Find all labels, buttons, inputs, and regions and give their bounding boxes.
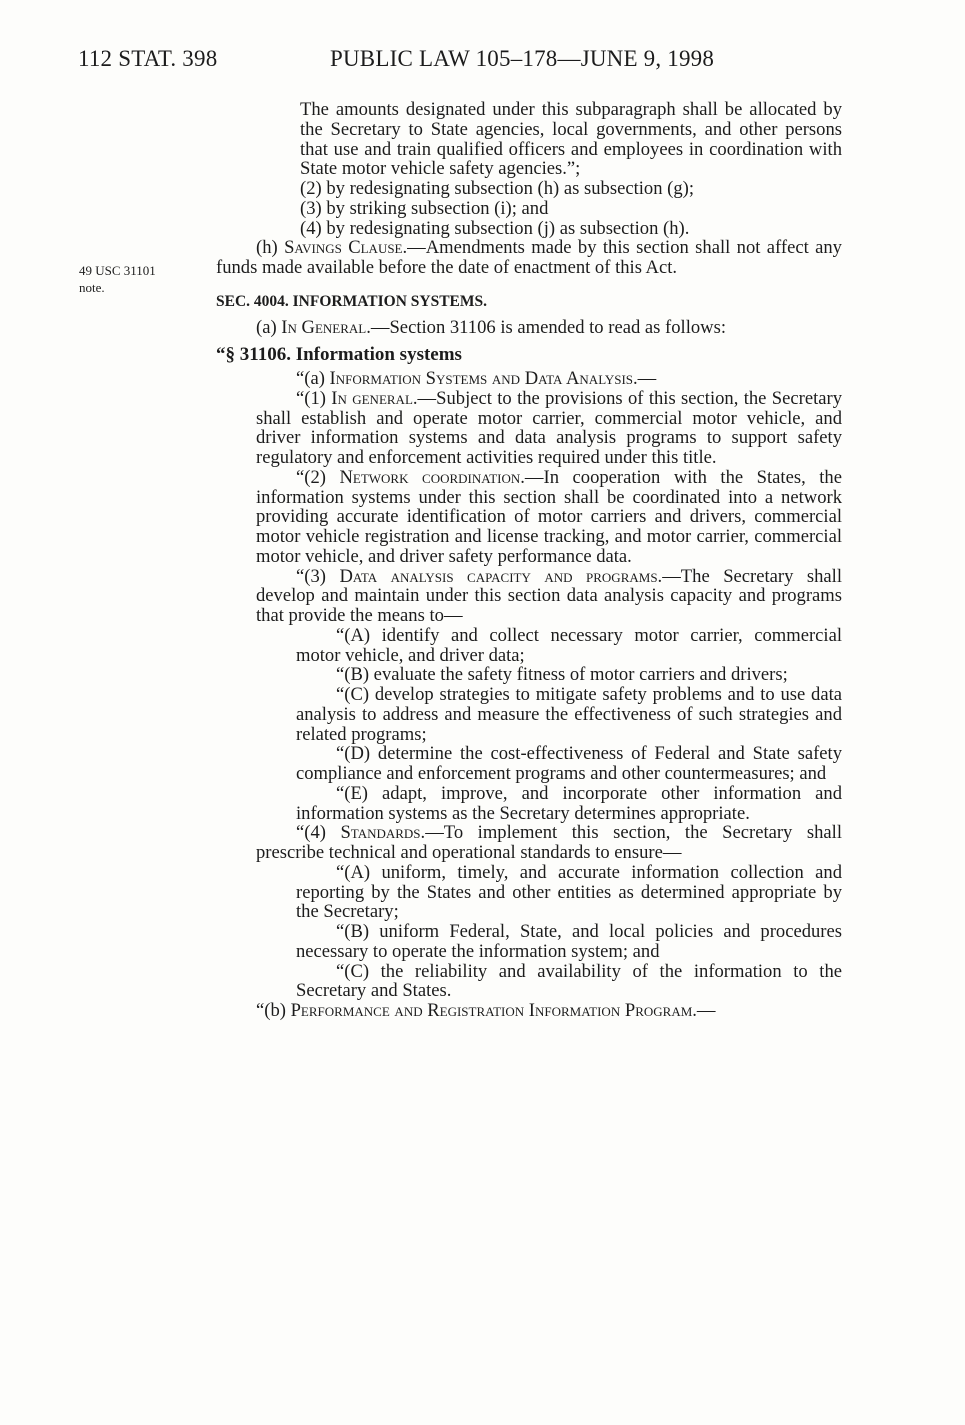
label: “(a) [296, 368, 330, 389]
dash: — [696, 1000, 716, 1021]
caption-network: Network coordination. [339, 466, 525, 488]
subsection-a-heading [256, 369, 842, 389]
paragraph-amounts: The amounts designated under this subparagraph shall be allocated by the Secretary to State agencies, local governments, and other persons that use and train qualified officers and employees in coordination with State motor vehicle safety agencies.”; [300, 99, 842, 180]
label: “(1) [296, 387, 332, 409]
clause-3D: “(D) determine the cost-effectiveness of Federal and State safety compliance and enforcement programs and other countermeasures; and [296, 743, 842, 784]
paragraph-3 [256, 567, 842, 626]
clauses-3 [256, 626, 842, 824]
text: —Section 31106 is amended to read as follows: [370, 316, 726, 338]
clause-4C: “(C) the reliability and availability of the information to the Secretary and States. [296, 960, 842, 1002]
text: —The Secretary shall develop and maintain under this section data analysis capacity and programs that provide the means to— [256, 565, 843, 626]
paragraph-redesignate-j: (4) by redesignating subsection (j) as subsection (h). [300, 217, 690, 239]
paragraph-in-general [216, 318, 842, 338]
paragraph-1 [256, 389, 842, 468]
label: “(2) [296, 466, 340, 488]
clauses-4 [256, 863, 842, 1001]
text: —To implement this section, the Secretary shall prescribe technical and operational standards to ensure— [256, 822, 842, 863]
margin-note-usc [79, 262, 156, 296]
caption-savings-clause: Savings Clause. [284, 237, 408, 259]
label: “(b) [256, 1000, 291, 1021]
clause-3E: “(E) adapt, improve, and incorporate other information and information systems as the Secretary determines appropriate. [296, 782, 842, 824]
clause-4B: “(B) uniform Federal, State, and local policies and procedures necessary to operate the information system; and [296, 921, 842, 962]
label: “(3) [296, 565, 340, 587]
text: —In cooperation with the States, the information systems under this section shall be coordinated into a network providing accurate identification of motor carriers and drivers, commercial motor vehicle registration and license tracking, and motor carrier, commercial motor vehicle, and driver safety performance data. [256, 466, 842, 567]
caption-in-general: In general. [331, 387, 418, 409]
paragraph-redesignate-h: (2) by redesignating subsection (h) as subsection (g); [300, 178, 694, 199]
clause-3A: “(A) identify and collect necessary motor carrier, commercial motor vehicle, and driver data; [296, 624, 842, 666]
dash: — [637, 368, 657, 389]
paragraph-strike-i: (3) by striking subsection (i); and [300, 197, 549, 219]
text: —Subject to the provisions of this section, the Secretary shall establish and operate motor carrier, commercial motor vehicle, and driver information systems and data analysis programs to support safety regulatory and enforcement activities required under this title. [256, 387, 842, 468]
caption-performance: Performance and Registration Information Program. [290, 1000, 697, 1021]
label: (h) [256, 237, 285, 259]
clause-3B: “(B) evaluate the safety fitness of motor carriers and drivers; [336, 664, 788, 686]
running-head: PUBLIC LAW 105–178—JUNE 9, 1998 [330, 46, 715, 71]
paragraph-4 [256, 823, 842, 863]
caption-in-general: In General. [281, 316, 371, 338]
caption-standards: Standards. [340, 822, 426, 844]
document-body [216, 100, 842, 1021]
paragraph-2 [256, 468, 842, 567]
page-stat-citation: 112 STAT. 398 [78, 46, 218, 71]
label: (a) [256, 316, 282, 338]
margin-note-line: 49 USC 31101 [79, 263, 156, 278]
text: —Amendments made by this section shall not affect any funds made available before the date of enactment of this Act. [216, 237, 842, 278]
label: “(4) [296, 822, 341, 844]
subsection-b-heading [216, 1001, 842, 1021]
quoted-section [216, 369, 842, 1001]
paragraph-savings-clause [216, 238, 842, 278]
margin-note-line: note. [79, 280, 105, 295]
clause-4A: “(A) uniform, timely, and accurate information collection and reporting by the States and other entities as determined appropriate by the Secretary; [296, 861, 842, 923]
section-heading: SEC. 4004. INFORMATION SYSTEMS. [216, 292, 488, 310]
code-section-heading: “§ 31106. Information systems [216, 344, 462, 366]
caption-info-systems: Information Systems and Data Analysis. [329, 368, 638, 389]
clause-3C: “(C) develop strategies to mitigate safety problems and to use data analysis to address and measure the effectiveness of such strategies and related programs; [296, 684, 842, 745]
caption-data-analysis: Data analysis capacity and programs. [339, 565, 663, 587]
